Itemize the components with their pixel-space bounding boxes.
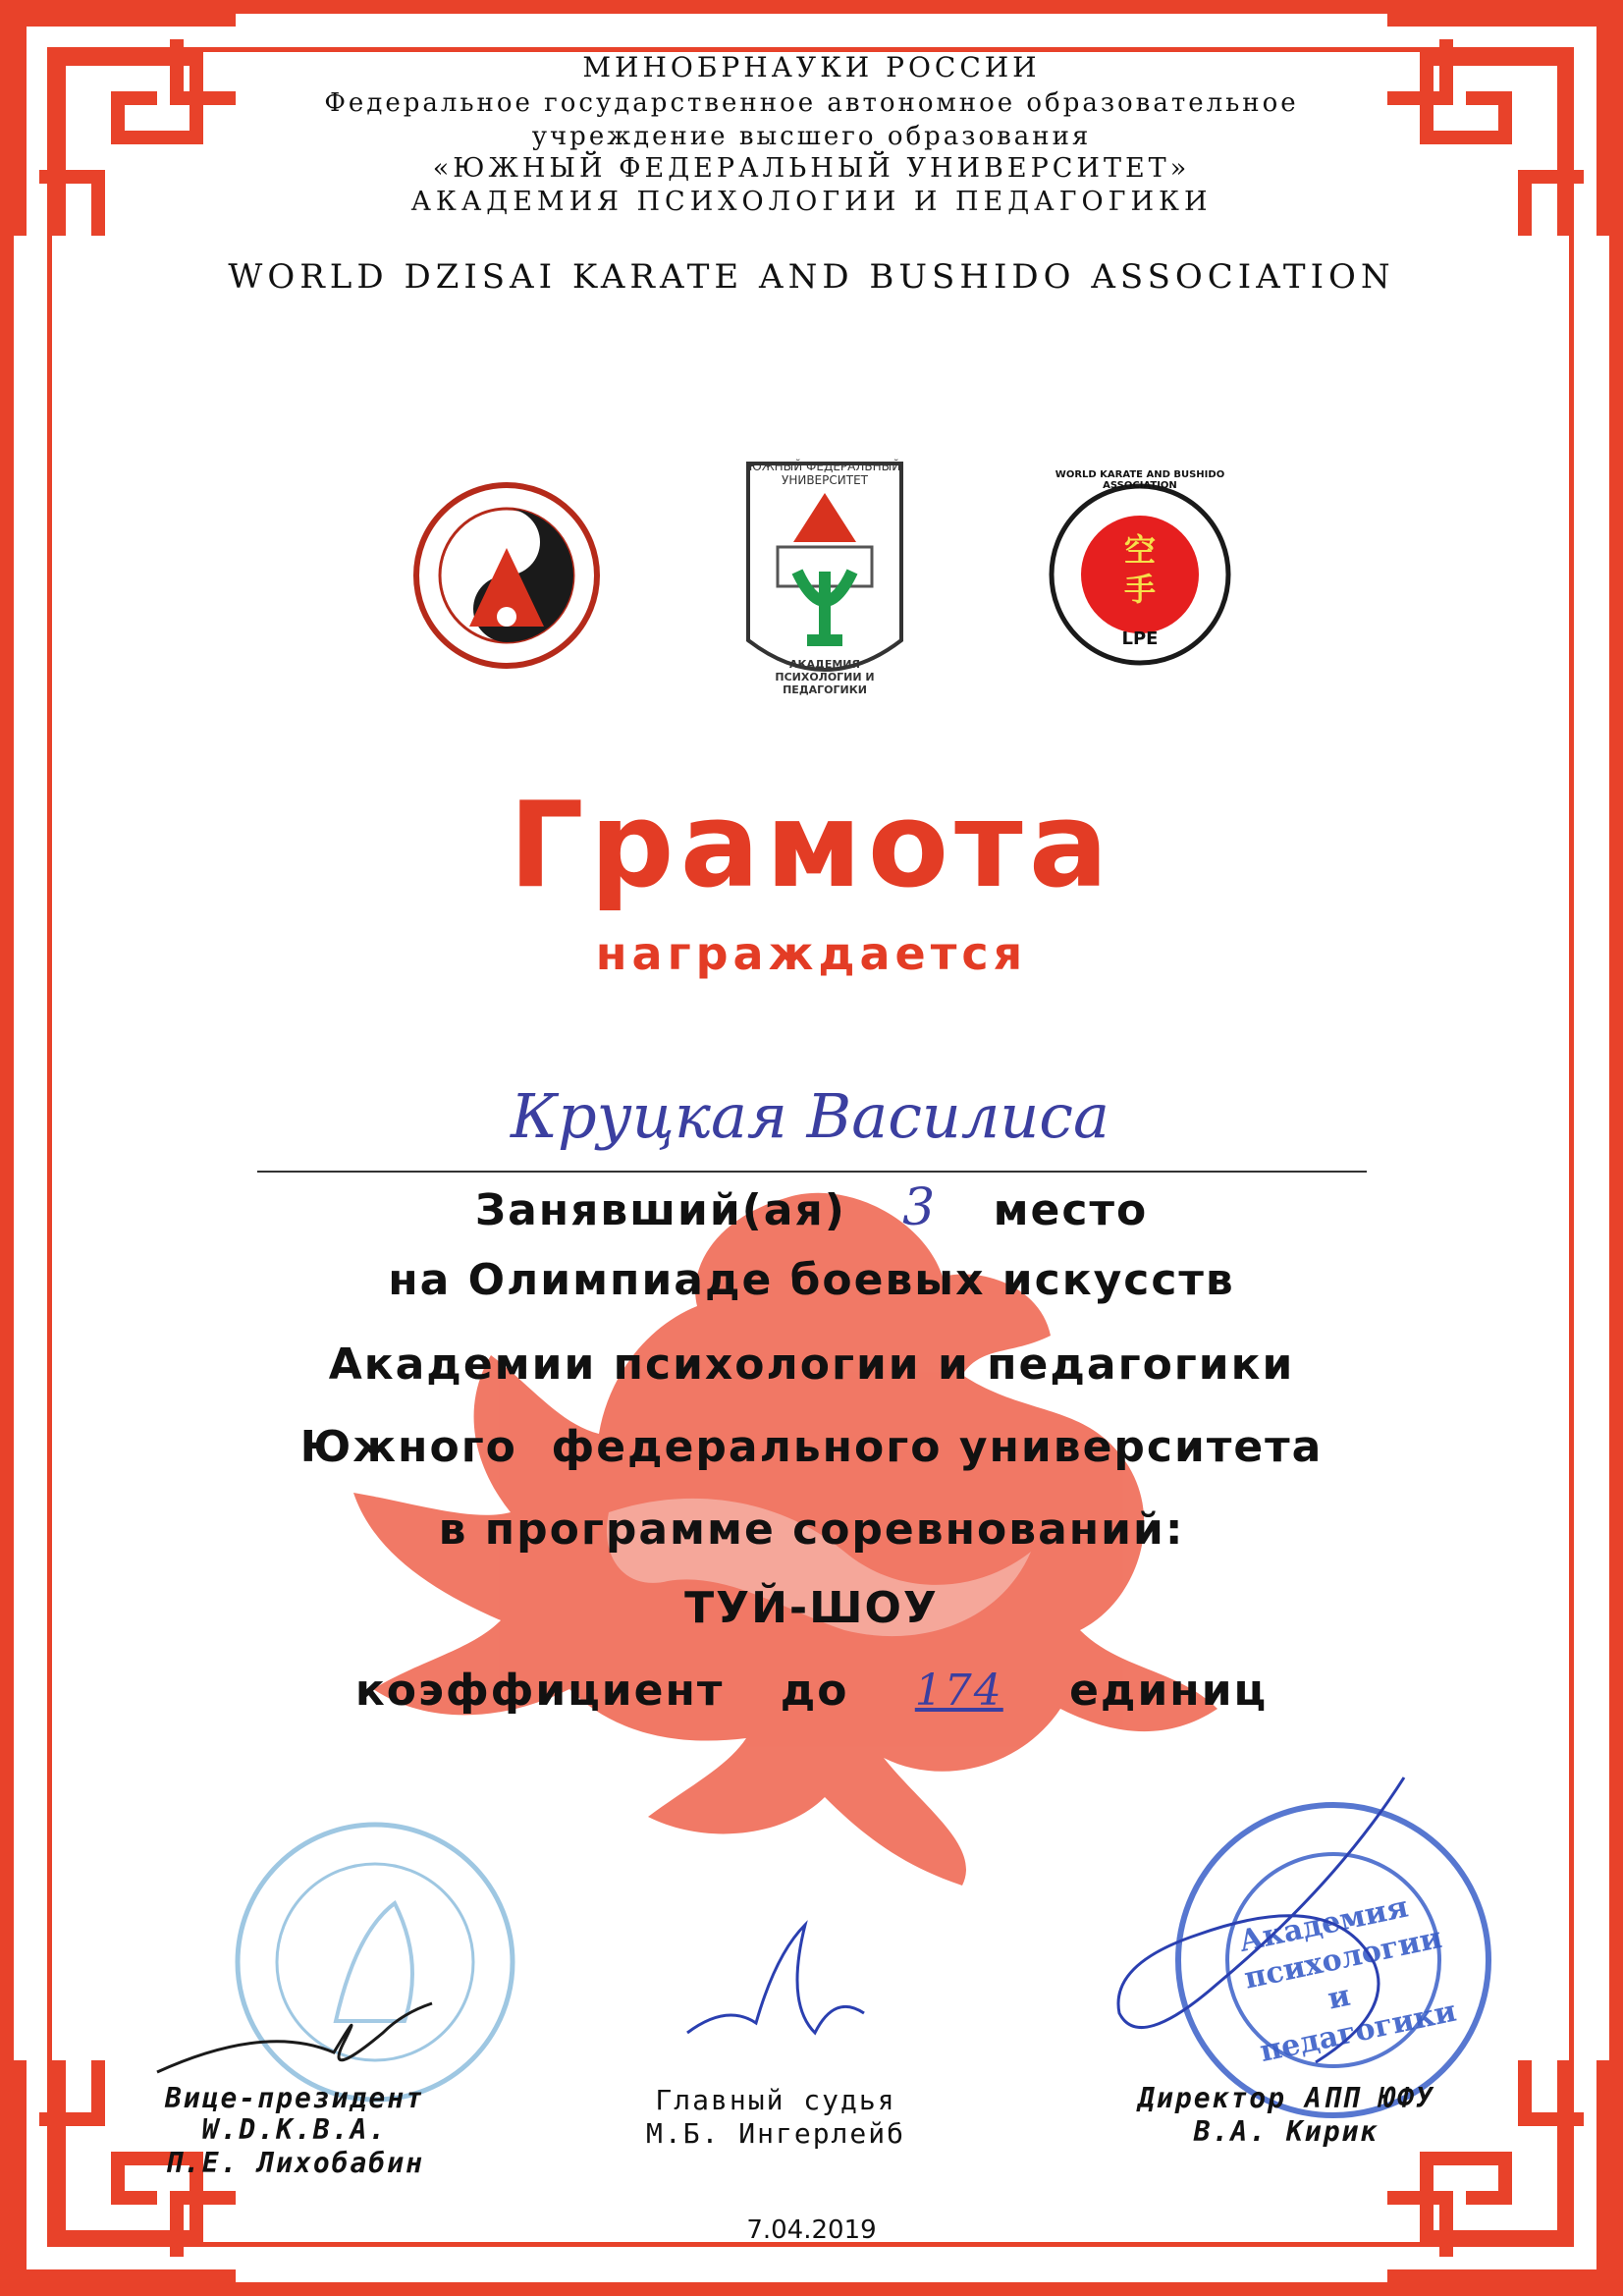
right-signer-role: Директор АПП ЮФУ	[1138, 2082, 1434, 2114]
center-signature-scribble	[668, 1915, 884, 2072]
left-signer-org: W.D.K.B.A.	[201, 2113, 388, 2146]
left-club-logo	[410, 479, 603, 672]
header-ministry: МИНОБРНАУКИ РОССИИ	[582, 51, 1041, 83]
karate-logo-ring-text: WORLD KARATE AND BUSHIDO ASSOCIATION	[1055, 469, 1225, 491]
header-academy: АКАДЕМИЯ ПСИХОЛОГИИ И ПЕДАГОГИКИ	[410, 187, 1213, 217]
coefficient-prefix: коэффициент	[354, 1666, 725, 1716]
karate-logo-label: LPE	[1121, 629, 1159, 649]
certificate-subtitle: награждается	[595, 927, 1028, 980]
center-signer-role: Главный судья	[655, 2084, 896, 2116]
university-logo-bottom-text: АКАДЕМИЯ ПСИХОЛОГИИ И ПЕДАГОГИКИ	[775, 658, 875, 696]
association-name: WORLD DZISAI KARATE AND BUSHIDO ASSOCIATION	[228, 257, 1395, 297]
center-signer-name: М.Б. Ингерлейб	[645, 2117, 905, 2150]
body-line-program-intro: в программе соревнований:	[438, 1504, 1185, 1555]
recipient-name: Круцкая Василиса	[511, 1080, 1109, 1152]
header-line-2: Федеральное государственное автономное образовательное	[324, 88, 1299, 118]
left-signer-name: П.Е. Лихобабин	[164, 2147, 424, 2179]
program-name: ТУЙ-ШОУ	[684, 1583, 939, 1633]
university-logo-top-text: ЮЖНЫЙ ФЕДЕРАЛЬНЫЙ УНИВЕРСИТЕТ	[748, 460, 901, 487]
certificate-title: Грамота	[509, 778, 1114, 914]
place-value: 3	[902, 1178, 938, 1237]
coefficient-mid: до	[780, 1666, 849, 1716]
issue-date: 7.04.2019	[746, 2215, 877, 2245]
body-line-university: Южного федерального университета	[299, 1422, 1324, 1472]
header-university: «ЮЖНЫЙ ФЕДЕРАЛЬНЫЙ УНИВЕРСИТЕТ»	[432, 153, 1191, 184]
recipient-underline	[257, 1171, 1367, 1173]
body-line-olympiad: на Олимпиаде боевых искусств	[388, 1255, 1235, 1305]
header-line-3: учреждение высшего образования	[531, 122, 1092, 151]
place-line	[0, 1178, 1623, 1237]
left-signer-role: Вице-президент	[164, 2082, 424, 2114]
left-signature-scribble	[147, 1984, 442, 2092]
place-prefix: Занявший(ая)	[474, 1185, 846, 1235]
frame-right	[1609, 0, 1623, 2296]
place-suffix: место	[993, 1185, 1149, 1235]
karate-logo-kanji: 空手	[1123, 531, 1156, 608]
body-line-academy: Академии психологии и педагогики	[328, 1339, 1295, 1390]
frame-left	[0, 0, 14, 2296]
right-stamp-text: Академия психологии и педагогики	[1235, 1889, 1460, 2070]
right-signature-scribble	[1080, 1768, 1434, 2092]
coefficient-value: 174	[914, 1666, 1003, 1716]
right-signer-name: В.А. Кирик	[1193, 2115, 1380, 2148]
coefficient-suffix: единиц	[1069, 1666, 1269, 1716]
coefficient-line	[0, 1666, 1623, 1716]
